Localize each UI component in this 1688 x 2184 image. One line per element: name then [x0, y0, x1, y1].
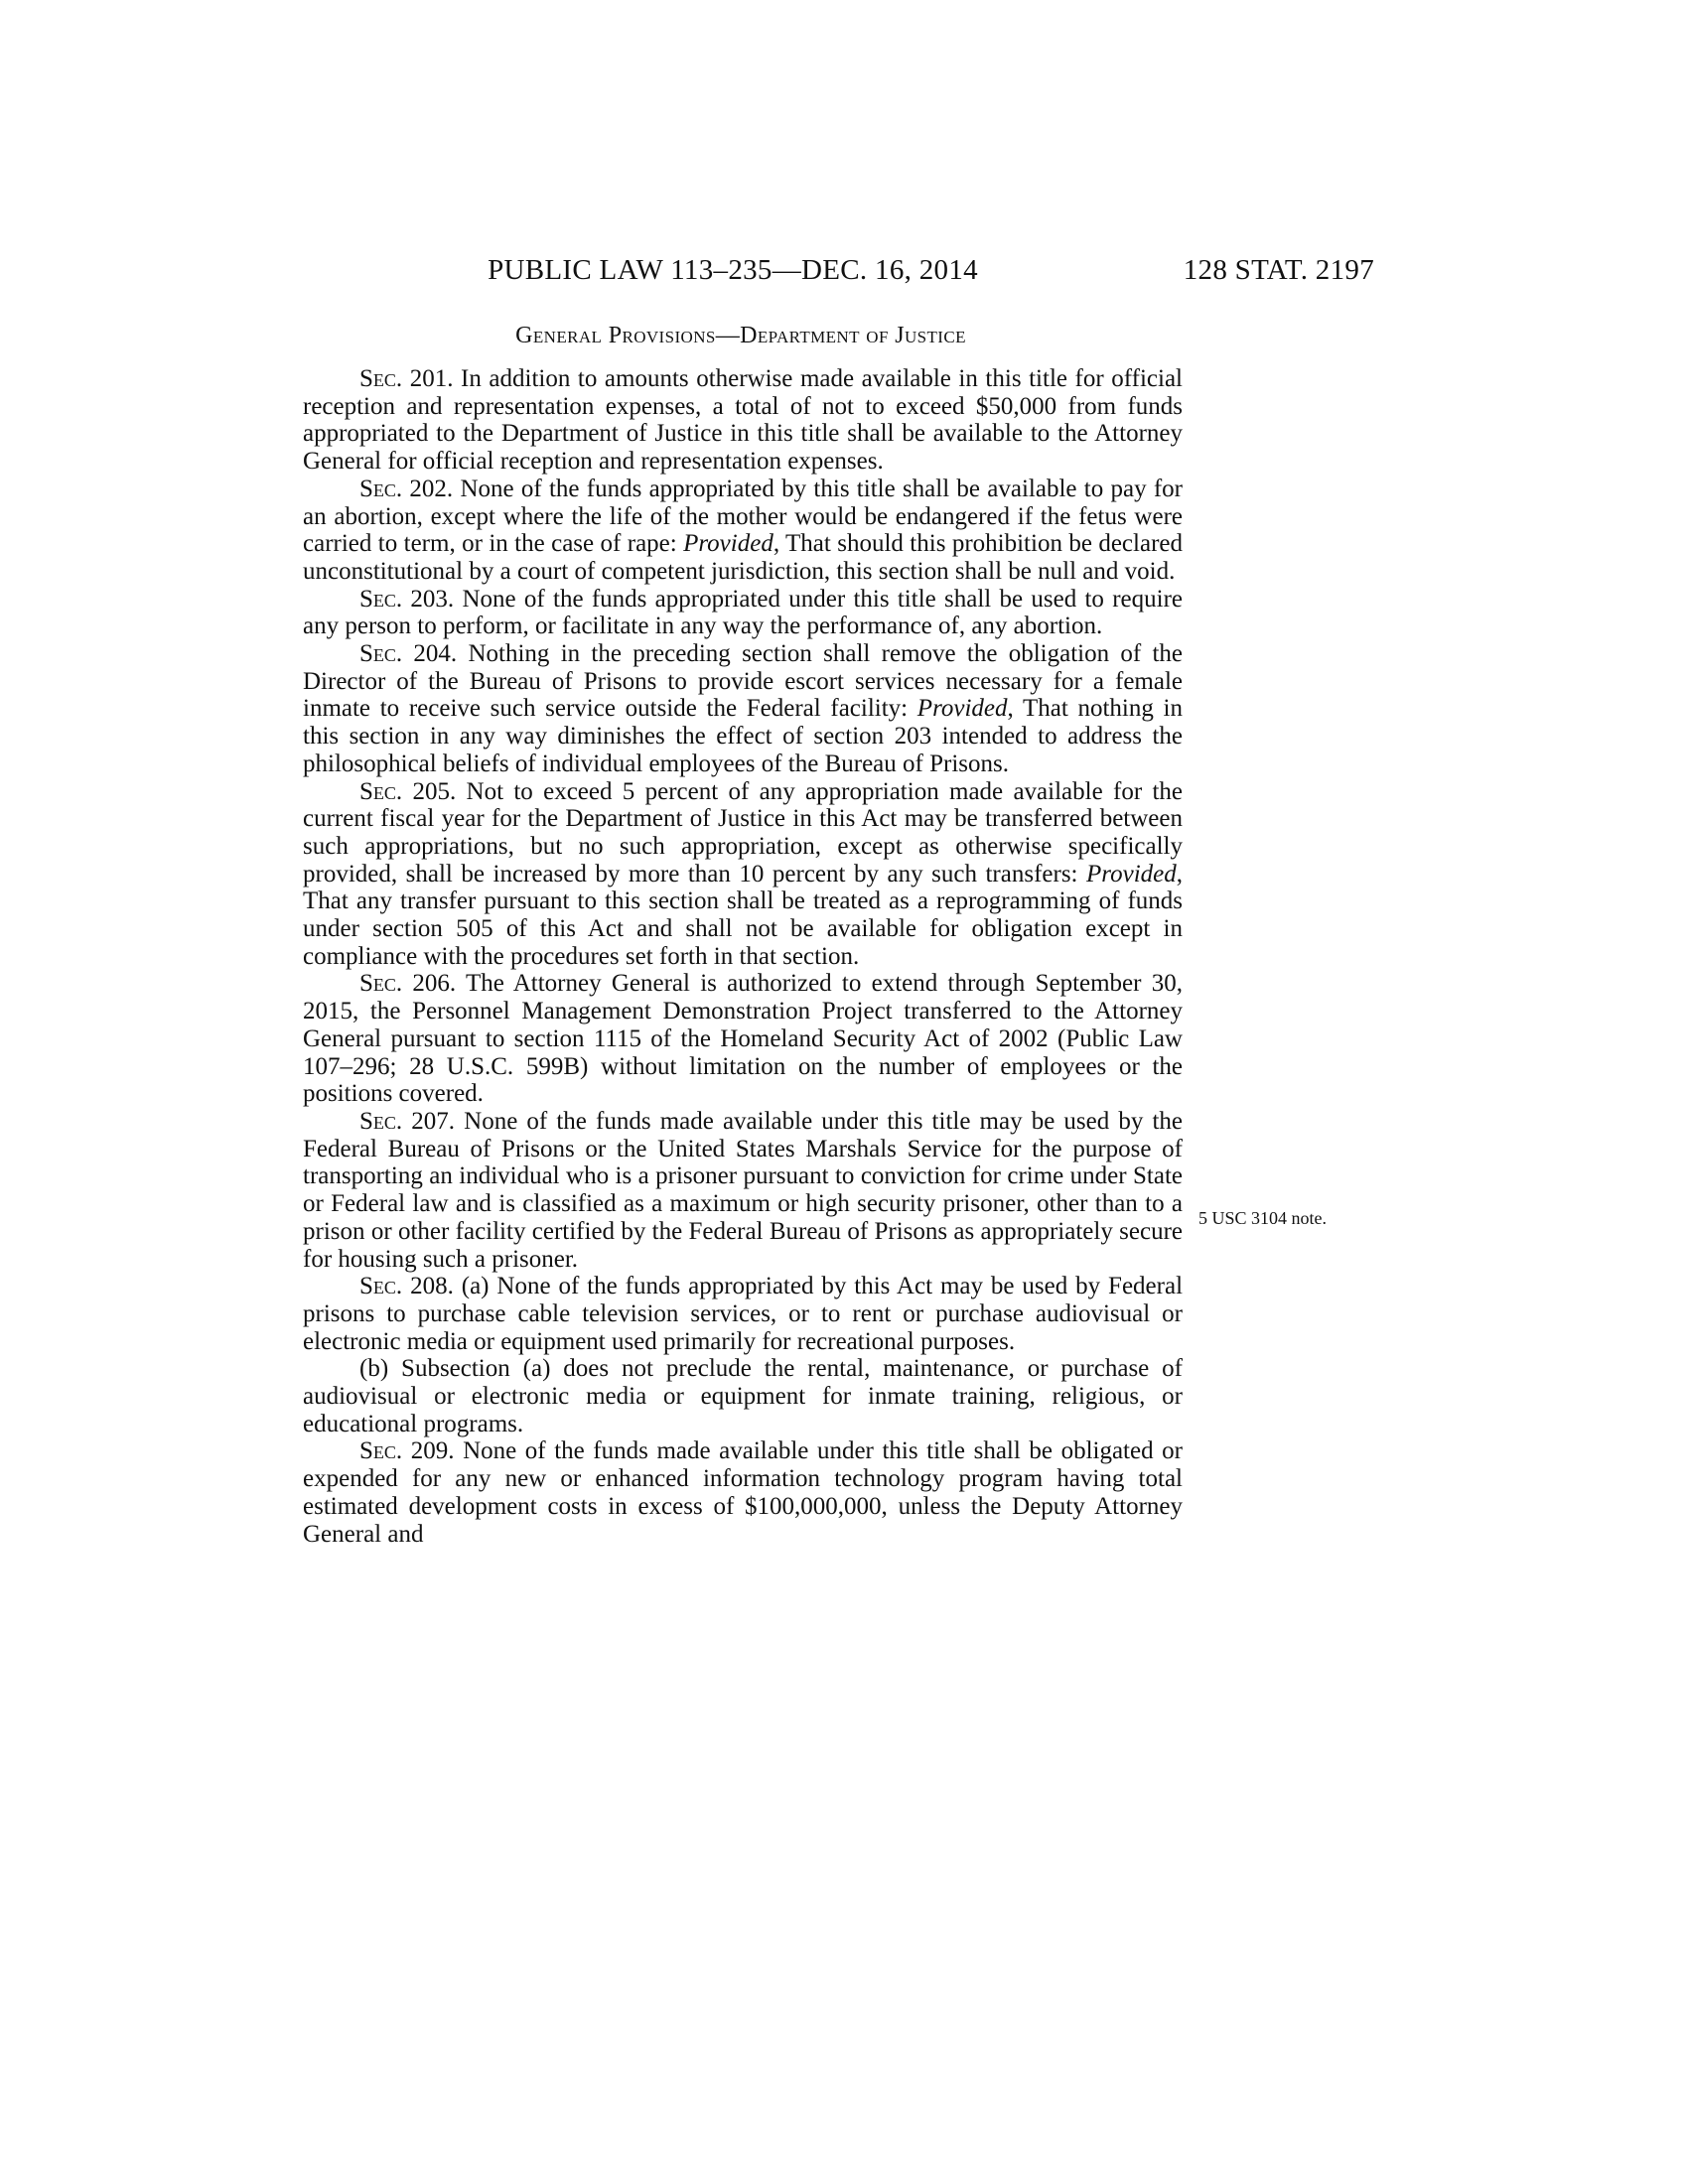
section-208-b — [303, 1355, 1183, 1437]
section-label: Sec. 206. — [359, 970, 457, 998]
proviso-term: Provided — [683, 530, 774, 558]
section-text: None of the funds appropriated under this title shall be used to require any person to perform, or facilitate in any way the performance of, any abortion. — [303, 585, 1183, 640]
section-text: None of the funds appropriated by this title shall be available to pay for an abortion, except where the life of the mother would be endangered if the fetus were carried to term, or in the case of rape: — [303, 475, 1183, 558]
section-label: Sec. 209. — [359, 1437, 455, 1465]
section-label: Sec. 208. — [359, 1273, 454, 1300]
section-text: Nothing in the preceding section shall remove the obligation of the Director of the Bureau of Prisons to provide escort services necessary for a female inmate to receive such service outside the Federal facility: — [303, 640, 1184, 723]
running-head — [0, 250, 1688, 290]
section-text: The Attorney General is authorized to extend through September 30, 2015, the Personnel Management Demonstration Project transferred to the Attorney General pursuant to section 1115 of the Homeland Security Act of 2002 (Public Law 107–296; 28 U.S.C. 599B) without limitation on the number of employees or the positions covered. — [303, 970, 1183, 1108]
section-207 — [303, 1108, 1183, 1273]
section-label: Sec. 207. — [359, 1107, 456, 1135]
section-202 — [303, 476, 1183, 586]
section-208-a — [303, 1273, 1183, 1355]
section-text: None of the funds made available under this title may be used by the Federal Bureau of Prisons or the United States Marshals Service for the purpose of transporting an individual who is a prisoner pursuant to conviction for crime under State or Federal law and is classified as a maximum or high security prisoner, other than to a prison or other facility certified by the Federal Bureau of Prisons as appropriately secure for housing such a prisoner. — [303, 1107, 1184, 1273]
section-201 — [303, 365, 1183, 476]
body-text — [303, 365, 1183, 1548]
section-heading: General Provisions—Department of Justice — [515, 323, 966, 348]
margin-note: 5 USC 3104 note. — [1198, 1208, 1328, 1228]
section-label: Sec. 203. — [359, 585, 455, 613]
section-label: Sec. 204. — [359, 640, 458, 668]
section-206 — [303, 970, 1183, 1108]
section-text: (a) None of the funds appropriated by this Act may be used by Federal prisons to purchase cable television services, or to rent or purchase audiovisual or electronic media or equipment used primarily for recreational purposes. — [303, 1273, 1184, 1355]
section-text: Not to exceed 5 percent of any appropriation made available for the current fiscal year for the Department of Justice in this Act may be transferred between such appropriations, but no such appropriation, except as otherwise specifically provided, shall be increased by more than 10 percent by any such transfers: — [303, 777, 1183, 887]
section-205 — [303, 778, 1183, 971]
public-law-citation: PUBLIC LAW 113–235—DEC. 16, 2014 — [488, 254, 978, 286]
section-text: In addition to amounts otherwise made available in this title for official reception and representation expenses, a total of not to exceed $50,000 from funds appropriated to the Department of Justice in this title shall be available to the Attorney General for official reception and representation expenses. — [303, 365, 1183, 476]
section-text: , That nothing in this section in any way diminishes the effect of section 203 intended to address the philosophical beliefs of individual employees of the Bureau of Prisons. — [303, 695, 1183, 777]
statute-page-number: 128 STAT. 2197 — [1183, 254, 1374, 286]
section-text: (b) Subsection (a) does not preclude the rental, maintenance, or purchase of audiovisual or electronic media or equipment for inmate training, religious, or educational programs. — [303, 1355, 1183, 1437]
section-text: , That any transfer pursuant to this section shall be treated as a reprogramming of funds under section 505 of this Act and shall not be available for obligation except in compliance with the procedures set forth in that section. — [303, 860, 1183, 970]
section-203 — [303, 586, 1183, 640]
proviso-term: Provided — [916, 695, 1008, 723]
section-label: Sec. 205. — [359, 777, 457, 805]
section-204 — [303, 640, 1183, 778]
section-label: Sec. 201. — [359, 365, 454, 392]
proviso-term: Provided — [1086, 860, 1177, 887]
section-209 — [303, 1437, 1183, 1548]
section-label: Sec. 202. — [359, 475, 454, 502]
section-text: , That should this prohibition be declared unconstitutional by a court of competent jurisdiction, this section shall be null and void. — [303, 530, 1183, 585]
section-text: None of the funds made available under this title shall be obligated or expended for any new or enhanced information technology program having total estimated development costs in excess of $100,000,000, unless the Deputy Attorney General and — [303, 1437, 1183, 1548]
